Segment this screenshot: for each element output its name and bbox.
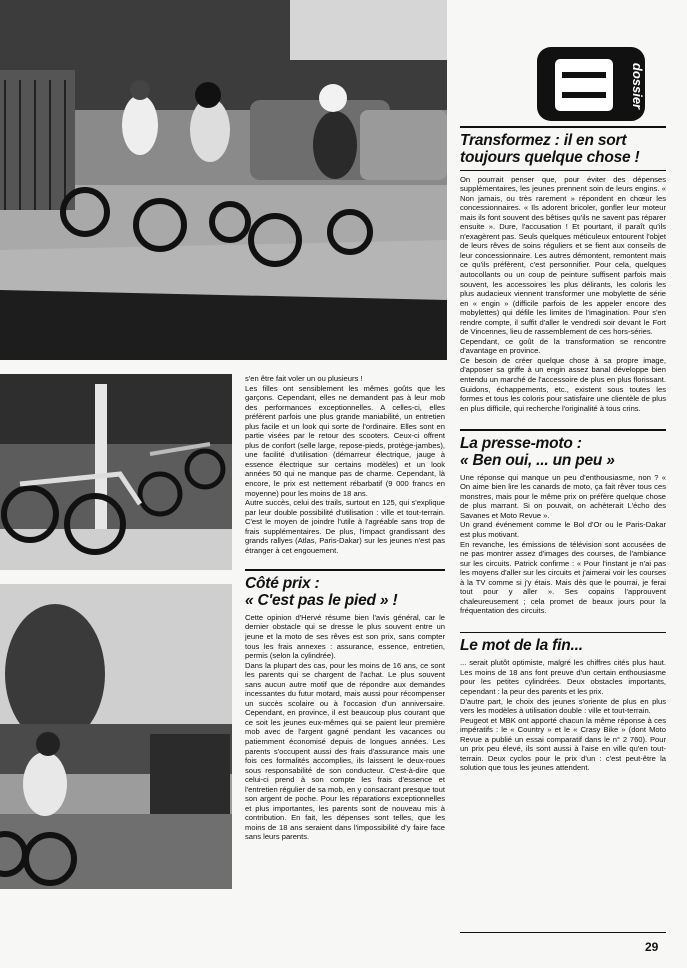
heading-rule xyxy=(460,126,666,128)
paragraph: Cette opinion d'Hervé résume bien l'avis général, car le dernier obstacle qui se dresse le plus souvent entre un jeune et la moto de ses rêves est son prix, sans compter tous les frais annexes : assurance, essence, entretien, permis (selon la cylindrée). xyxy=(245,612,445,661)
paragraph: En revanche, les émissions de télévision sont accusées de ne pas montrer assez d'images des courses, de l'ambiance sur les circuits. Patrick confirme : « Pour l'instant je n'ai pas les moyens d'aller sur les circuits et j'aimerai voir les courses à la TV comme si j'y étais. Mais dès que le pourrai, je ferai tout pour y aller ». Ses copains l'approuvent chaleureusement ; cela promet de beaux jours pour la fréquentation des circuits. xyxy=(460,539,666,616)
article-paragraphs-1 xyxy=(245,374,445,555)
photo-parked-mopeds xyxy=(0,374,232,570)
heading-rule xyxy=(245,569,445,571)
paragraph: On pourrait penser que, pour éviter des dépenses supplémentaires, les jeunes prennent soin de leurs engins. « Non jamais, ou très rarement » répondent en chœur les concessionnaires. « Ils adorent bricoler, gonfler leur moteur mais ils font souvent des bêtises qu'ils ne savent pas réparer ensuite ». Dure, l'accusation ! Et pourtant, il paraît qu'ils n'exagèrent pas. Seuls quelques méticuleux entourent l'objet de leurs rêves de soins réguliers et se fient aux conseils de leur concessionnaire. Les autres démontent, remontent mais ce qu'ils préfèrent, c'est personnifier. Pour cela, quelques autocollants ou un coup de peinture suffisent parfois mais souvent, les accessoires les plus délirants, les coloris les plus audacieux viennent transformer une mobylette de série en « engin » (difficile parfois de les appeler encore des mobylettes) qui défile les limites de l'imagination. Pour s'en rendre compte, il suffit d'aller le vendredi soir devant le Fort de Vincennes, lieu de rassemblement de ces hors-séries. xyxy=(460,174,666,337)
paragraph: Autre succès, celui des trails, surtout en 125, qui s'explique par leur double possibilité d'utilisation : ville et tout-terrain. C'est le moyen de joindre l'utile à l'agréable sans trop de frais supplémentaires. De plus, l'impact grandissant des grands rallyes (Atlas, Paris-Dakar) sur les jeunes n'est pas étranger à cet engouement. xyxy=(245,498,445,555)
photo-mopeds-street xyxy=(0,0,447,360)
column-middle xyxy=(245,374,445,842)
paragraph: Peugeot et MBK ont apporté chacun la même réponse à ces impératifs : le « Country » et le « Crasy Bike » (dont Moto Revue a publié un essai comparatif dans le n° 2 760). Pour un prix peu élevé, ils sont aussi à l'aise en ville qu'en tout-terrain. Deux cyclos pour le prix d'un : c'est peut-être la solution que tous les jeunes attendent. xyxy=(460,715,666,773)
heading-transformez: Transformez : il en sort toujours quelque chose ! xyxy=(460,131,640,166)
heading-rule xyxy=(460,632,666,634)
heading-rule xyxy=(460,170,666,171)
dossier-badge xyxy=(536,46,646,122)
paragraph: s'en être fait voler un ou plusieurs ! xyxy=(245,374,363,383)
photo-rider-park xyxy=(0,584,232,889)
heading-cote-prix: Côté prix : « C'est pas le pied » ! xyxy=(245,574,398,609)
paragraph: Un grand événement comme le Bol d'Or ou le Paris-Dakar est plus motivant. xyxy=(460,520,666,539)
article-paragraphs-4 xyxy=(460,473,666,616)
paragraph: Ce besoin de créer quelque chose à sa propre image, d'apposer sa griffe à un engin assez banal développe bien entendu un marché de l'accessoire de plus en plus florissant. Guidons, échappements, etc., existent sous toutes les formes et tous les coloris pour satisfaire une clientèle de plus en plus difficile, qui recherche l'originalité à tous crins. xyxy=(460,355,666,413)
page-number: 29 xyxy=(645,940,659,954)
paragraph: ... serait plutôt optimiste, malgré les chiffres cités plus haut. Les moins de 18 ans font preuve d'un certain enthousiasme pour les petites cylindrées. Deux obstacles importants, cependant : la peur des parents et les prix. xyxy=(460,658,666,697)
heading-mot-de-la-fin: Le mot de la fin... xyxy=(460,637,583,655)
paragraph: Cependant, ce goût de la transformation se rencontre d'avantage en province. xyxy=(460,336,666,356)
paragraph: Une réponse qui manque un peu d'enthousiasme, non ? « On aime bien lire les canards de moto, ça fait rêver tous ces monstres, mais pour le même prix on préfère quelque chose de plus marrant. Si on pouvait, on achèterait L'écho des Savanes et Moto Revue ». xyxy=(460,472,666,520)
dossier-label: dossier xyxy=(630,62,645,110)
article-paragraphs-5 xyxy=(460,658,666,773)
heading-presse-moto: La presse-moto : « Ben oui, ... un peu » xyxy=(460,434,615,469)
article-paragraphs-2 xyxy=(245,613,445,842)
article-paragraphs-3 xyxy=(460,175,666,414)
footer-rule xyxy=(460,932,666,933)
heading-rule xyxy=(460,429,666,431)
paragraph: D'autre part, le choix des jeunes s'oriente de plus en plus vers les modèles à utilisation double : ville et tout-terrain. xyxy=(460,696,666,716)
paragraph: Les filles ont sensiblement les mêmes goûts que les garçons. Cependant, elles ne demandent pas à leur mob des performances exceptionnelles. A celles-ci, elles préfèrent parfois une plus grande maniabilité, un entretien plus facile et un look qui sorte de l'ordinaire. Elles sont en partie visées par le retour des scooters. Ceux-ci offrent plus de confort (selle large, repose-pieds, protège-jambes), une facilité d'utilisation (démarreur électrique, jauge à essence électrique sur certains modèles) et un look années 50 qui ne manque pas de charme. Cependant, là encore, le prix est nettement rébarbatif (9 000 francs en moyenne) pour les moins de 18 ans. xyxy=(245,383,445,498)
column-right xyxy=(460,126,666,773)
paragraph: Dans la plupart des cas, pour les moins de 16 ans, ce sont les parents qui se chargent de l'achat. Le plus souvent sans aucun autre motif que de répondre aux demandes incessantes du futur motard, mais aussi pour récompenser un succès scolaire ou à l'occasion d'un anniversaire. Cependant, en province, il est beaucoup plus courant que ce soit les jeunes eux-mêmes qui se paient leur première mob avec de l'argent gagné pendant les vacances ou patiemment économisé depuis de longues années. Les parents s'occupent aussi des frais d'assurance mais une fois ces formalités accomplies, ils laissent le deux-roues sous responsabilité de son conducteur. C'est-à-dire que celui-ci prend à son compte les frais d'essence et l'entretien régulier de sa mob, en y consacrant presque tout son argent de poche. Pour les réparations exceptionnelles et plus importantes, les parents sont de nouveau mis à contribution. En fait, les dépenses sont telles, que les moins de 18 ans seraient dans l'impossibilité d'y faire face sans leurs parents. xyxy=(245,660,445,842)
